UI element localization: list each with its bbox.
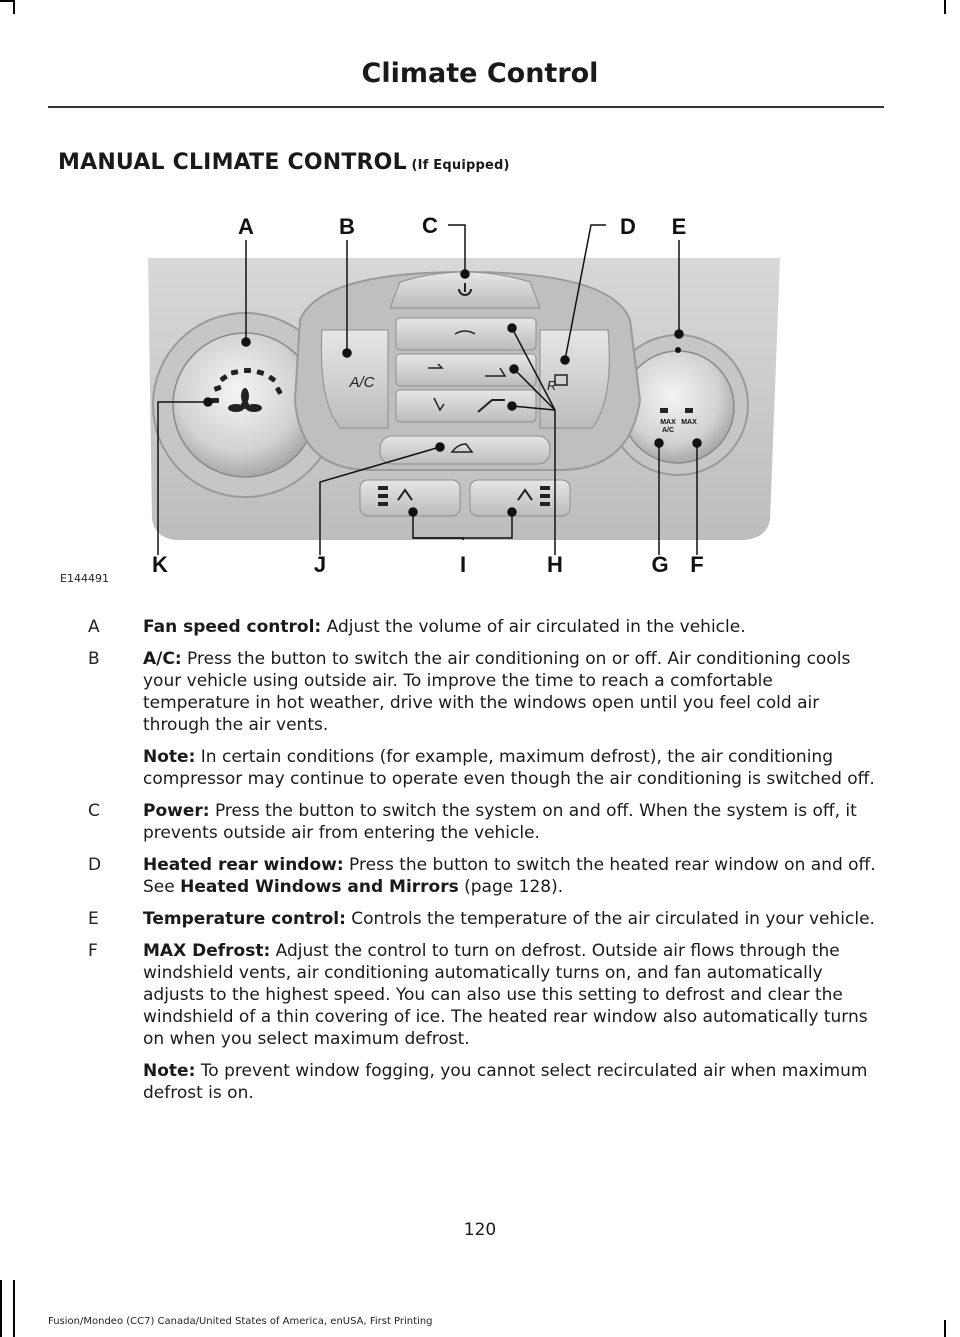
item-key: B [88,649,100,669]
callout-k: K [152,552,168,577]
callout-h: H [547,552,563,577]
header-rule [48,106,884,108]
figure-id: E144491 [60,572,109,585]
item-text: Power: Press the button to switch the system on and off. When the system is off, it prevents outside air from entering the vehicle. [143,801,857,843]
seat-heater-left-marks [378,486,388,506]
crop-mark [944,0,946,14]
item-text: A/C: Press the button to switch the air conditioning on or off. Air conditioning cools your vehicle using outside air. To improve the time to reach a comfortable temperature in hot weather, drive with the windows open until you feel cold air through the air vents. [143,649,851,735]
section-title [58,150,510,175]
ac-button-label: A/C [349,374,375,391]
item-key: D [88,855,102,875]
crop-mark [13,0,15,14]
max-ac-label-bottom: A/C [661,427,675,434]
list-item-a [88,616,878,638]
item-text: MAX Defrost: Adjust the control to turn on defrost. Outside air flows through the windshield vents, air conditioning automatically turns on, and fan automatically adjusts to the highest speed. You can also use this setting to defrost and clear the windshield of a thin covering of ice. The heated rear window also automatically turns on when you select maximum defrost. [143,941,868,1049]
callout-d: D [620,214,636,239]
item-key: F [88,941,98,961]
item-key: A [88,617,100,637]
crop-mark [0,0,13,2]
callout-j: J [313,552,327,577]
page-header: Climate Control [361,58,599,89]
callout-e: E [671,214,687,239]
section-title-text: MANUAL CLIMATE CONTROL [58,150,407,175]
cross-reference-link[interactable]: Heated Windows and Mirrors [180,877,459,897]
recirc-car-button [380,436,550,464]
page-number: 120 [463,1220,497,1240]
callout-i: I [459,552,467,577]
callout-c: C [422,213,438,238]
list-item-e [88,908,878,930]
max-defrost-label: MAX [681,419,697,426]
temperature-indicator [675,347,681,353]
section-qualifier: (If Equipped) [406,158,510,173]
crop-mark [944,1320,946,1337]
callout-b: B [339,214,355,239]
item-key: C [88,801,100,821]
list-item-c [88,800,878,844]
seat-heater-right-marks [540,486,550,506]
callout-f: F [690,552,704,577]
list-item-b [88,648,878,736]
list-item-f [88,940,878,1050]
item-text: Heated rear window: Press the button to switch the heated rear window on and off. See Heated Windows and Mirrors (page 128). [143,855,876,897]
climate-control-diagram [0,200,960,590]
note-f: Note: To prevent window fogging, you cannot select recirculated air when maximum defrost is on. [143,1061,868,1103]
callout-g: G [651,552,669,577]
crop-mark [13,1280,15,1337]
item-text: Temperature control: Controls the temperature of the air circulated in your vehicle. [143,909,875,929]
max-ac-label: MAX [660,419,676,426]
description-list [88,616,878,1114]
callout-a: A [238,214,254,239]
note-b: Note: In certain conditions (for example, maximum defrost), the air conditioning compressor may continue to operate even though the air conditioning is switched off. [143,747,875,789]
crop-mark [0,1280,2,1337]
list-item-d [88,854,878,898]
item-text: Fan speed control: Adjust the volume of air circulated in the vehicle. [143,617,746,637]
page-footer: Fusion/Mondeo (CC7) Canada/United States of America, enUSA, First Printing [48,1316,433,1327]
item-key: E [88,909,99,929]
recirc-label: R [547,378,557,393]
